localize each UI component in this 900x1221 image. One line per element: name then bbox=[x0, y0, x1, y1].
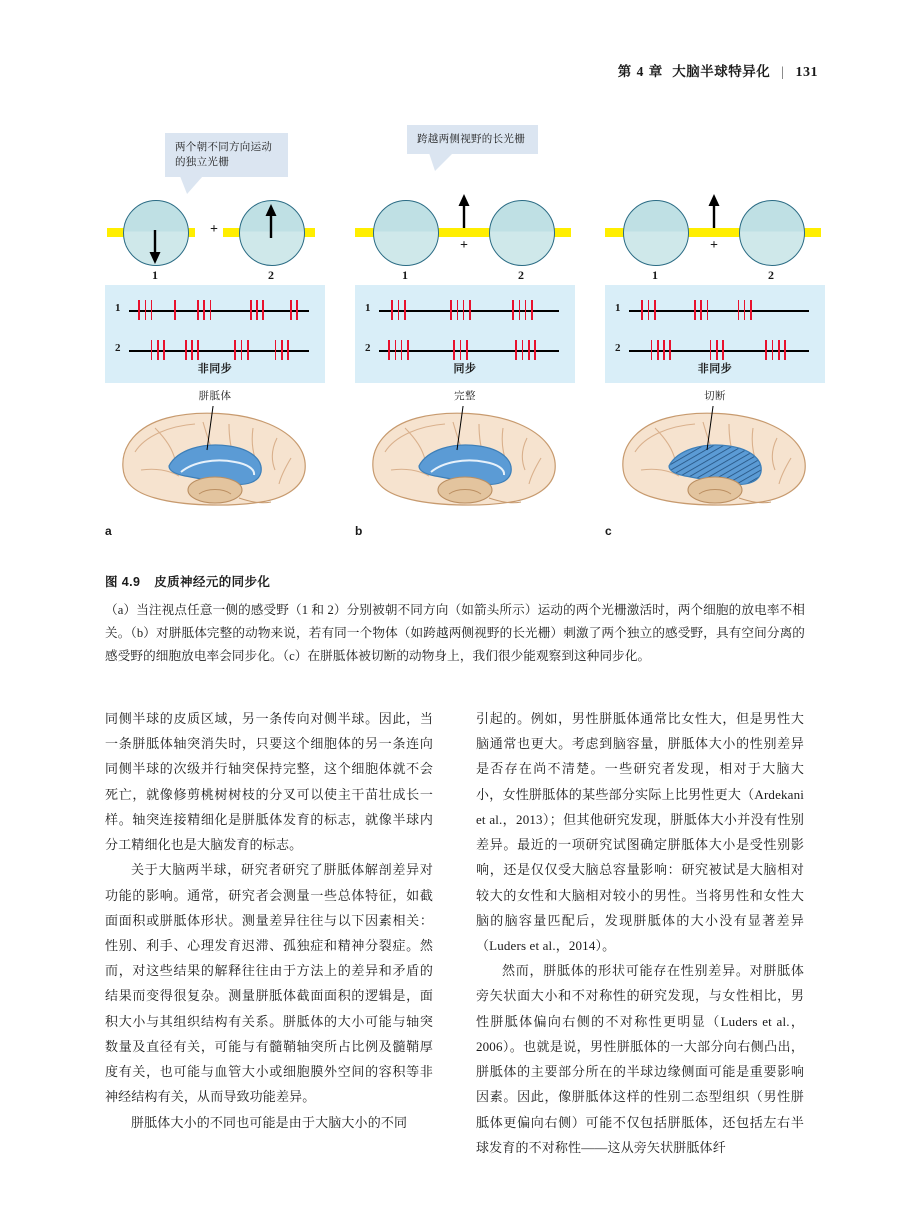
callout-b-tail bbox=[429, 153, 453, 171]
spike-mark bbox=[157, 340, 159, 360]
running-head-separator: | bbox=[781, 64, 785, 79]
caption-title: 皮质神经元的同步化 bbox=[154, 575, 271, 589]
spike-mark bbox=[722, 340, 724, 360]
spike-mark bbox=[234, 340, 236, 360]
spike-panel-b bbox=[355, 285, 575, 383]
spike-train-label-2: 2 bbox=[115, 342, 121, 354]
spike-mark bbox=[515, 340, 517, 360]
spike-mark bbox=[163, 340, 165, 360]
spike-mark bbox=[296, 300, 298, 320]
spike-axis-1 bbox=[129, 310, 309, 312]
sync-label-a: 非同步 bbox=[197, 363, 233, 375]
receptive-field-label-1: 1 bbox=[652, 268, 658, 282]
caption-number: 图 4.9 bbox=[105, 575, 141, 589]
figure-panel-c bbox=[605, 120, 825, 550]
receptive-field-1 bbox=[623, 200, 689, 266]
spike-mark bbox=[241, 340, 243, 360]
brain-midsagittal-illustration bbox=[361, 406, 569, 512]
panel-letter-c: c bbox=[605, 524, 612, 538]
spike-mark bbox=[407, 340, 409, 360]
body-column-right bbox=[476, 706, 804, 1160]
spike-mark bbox=[738, 300, 740, 320]
spike-mark bbox=[657, 340, 659, 360]
spike-mark bbox=[528, 340, 530, 360]
spike-train-1 bbox=[115, 297, 315, 323]
receptive-field-label-2: 2 bbox=[268, 268, 274, 282]
page-number: 131 bbox=[795, 65, 818, 80]
spike-mark bbox=[404, 300, 406, 320]
receptive-field-2 bbox=[489, 200, 555, 266]
figure-panel-a bbox=[105, 120, 325, 550]
brain-diagram-c bbox=[605, 388, 825, 518]
spike-mark bbox=[457, 300, 459, 320]
spike-mark bbox=[287, 340, 289, 360]
chapter-number: 第 4 章 bbox=[617, 64, 664, 79]
spike-mark bbox=[174, 300, 176, 320]
receptive-field-label-1: 1 bbox=[152, 268, 158, 282]
spike-mark bbox=[401, 340, 403, 360]
spike-mark bbox=[247, 340, 249, 360]
brain-midsagittal-illustration-severed bbox=[611, 406, 819, 512]
receptive-field-label-2: 2 bbox=[768, 268, 774, 282]
spike-train-1 bbox=[365, 297, 565, 323]
spike-mark bbox=[651, 340, 653, 360]
body-column-left bbox=[105, 706, 433, 1160]
receptive-field-label-2: 2 bbox=[518, 268, 524, 282]
spike-mark bbox=[185, 340, 187, 360]
spike-mark bbox=[281, 340, 283, 360]
spike-mark bbox=[290, 300, 292, 320]
spike-train-label-2: 2 bbox=[615, 342, 621, 354]
figure-caption bbox=[105, 572, 805, 668]
callout-b-text: 跨越两侧视野的长光栅 bbox=[417, 133, 525, 145]
spike-axis-1 bbox=[629, 310, 809, 312]
spike-mark bbox=[710, 340, 712, 360]
spike-mark bbox=[519, 300, 521, 320]
spike-mark bbox=[694, 300, 696, 320]
callout-a-tail bbox=[178, 176, 203, 194]
figure-4-9 bbox=[105, 120, 817, 550]
sync-label-b: 同步 bbox=[453, 363, 477, 375]
stimulus-c bbox=[605, 182, 825, 284]
panel-letter-b: b bbox=[355, 524, 363, 538]
receptive-field-label-1: 1 bbox=[402, 268, 408, 282]
brain-diagram-a bbox=[105, 388, 325, 518]
spike-mark bbox=[700, 300, 702, 320]
running-head bbox=[618, 60, 818, 81]
spike-train-label-2: 2 bbox=[365, 342, 371, 354]
caption-title-line bbox=[105, 572, 805, 590]
motion-arrow-down-icon bbox=[146, 230, 164, 264]
sync-label-c: 非同步 bbox=[697, 363, 733, 375]
spike-mark bbox=[744, 300, 746, 320]
caption-body: （a）当注视点任意一侧的感受野（1 和 2）分别被朝不同方向（如箭头所示）运动的两个光栅激活时，两个细胞的放电率不相关。（b）对胼胝体完整的动物来说，若有同一个物体（如跨越两侧视野的长光栅）刺激了两个独立的感受野，具有空间分离的感受野的细胞放电率会同步化。（c）在胼胝体被切断的动物身上，我们很少能观察到这种同步化。 bbox=[105, 603, 805, 663]
spike-mark bbox=[641, 300, 643, 320]
spike-mark bbox=[191, 340, 193, 360]
callout-panel-b bbox=[407, 125, 538, 154]
spike-mark bbox=[275, 340, 277, 360]
chapter-title: 大脑半球特异化 bbox=[672, 64, 771, 79]
spike-train-label-1: 1 bbox=[115, 302, 121, 314]
spike-mark bbox=[750, 300, 752, 320]
spike-mark bbox=[453, 340, 455, 360]
spike-mark bbox=[534, 340, 536, 360]
spike-mark bbox=[197, 300, 199, 320]
spike-mark bbox=[395, 340, 397, 360]
brain-label-a: 胼胝体 bbox=[198, 390, 232, 402]
spike-mark bbox=[778, 340, 780, 360]
spike-mark bbox=[525, 300, 527, 320]
body-paragraph: 引起的。例如，男性胼胝体通常比女性大，但是男性大脑通常也更大。考虑到脑容量，胼胝体大小的性别差异是否存在尚不清楚。一些研究者发现，相对于大脑大小，女性胼胝体的某些部分实际上比男性更大（Ardekani et al.，2013）；但其他研究发现，胼胝体大小并没有性别差异。最近的一项研究试图确定胼胝体大小是受性别影响，还是仅仅受大脑总容量影响：研究被试是大脑相对较大的女性和大脑相对较小的男性。当将男性和女性大脑的脑容量匹配后，发现胼胝体的大小没有显著差异（Luders et al.，2014）。 bbox=[476, 711, 804, 953]
spike-mark bbox=[197, 340, 199, 360]
body-paragraph: 同侧半球的皮质区域，另一条传向对侧半球。因此，当一条胼胝体轴突消失时，只要这个细胞体的另一条连向同侧半球的次级并行轴突保持完整，这个细胞体就不会死亡，就像修剪桃树树枝的分叉可以使主干苗壮成长一样。轴突连接精细化是胼胝体发育的标志，就像半球内分工精细化也是大脑发育的标志。 bbox=[105, 711, 433, 853]
spike-mark bbox=[765, 340, 767, 360]
spike-mark bbox=[398, 300, 400, 320]
spike-mark bbox=[531, 300, 533, 320]
spike-mark bbox=[151, 340, 153, 360]
spike-mark bbox=[203, 300, 205, 320]
spike-mark bbox=[654, 300, 656, 320]
spike-mark bbox=[707, 300, 709, 320]
brain-label-b: 完整 bbox=[454, 390, 476, 402]
spike-mark bbox=[716, 340, 718, 360]
spike-mark bbox=[210, 300, 212, 320]
figure-panel-b bbox=[355, 120, 575, 550]
spike-train-label-1: 1 bbox=[615, 302, 621, 314]
spike-mark bbox=[512, 300, 514, 320]
spike-mark bbox=[663, 340, 665, 360]
spike-panel-a bbox=[105, 285, 325, 383]
stimulus-b bbox=[355, 182, 575, 284]
body-paragraph: 然而，胼胝体的形状可能存在性别差异。对胼胝体旁矢状面大小和不对称性的研究发现，与女性相比，男性胼胝体偏向右侧的不对称性更明显（Luders et al.，2006）。也就是说，男性胼胝体的一大部分向右侧凸出，胼胝体的主要部分所在的半球边缘侧面可能是重要影响因素。因此，像胼胝体这样的性别二态型组织（男性胼胝体更偏向右侧）可能不仅包括胼胝体，还包括左右半球发育的不对称性——这从旁矢状胼胝体纤 bbox=[476, 963, 804, 1155]
spike-panel-c bbox=[605, 285, 825, 383]
brain-label-c: 切断 bbox=[704, 390, 726, 402]
spike-train-1 bbox=[615, 297, 815, 323]
plus-sign-b: + bbox=[460, 238, 468, 253]
spike-mark bbox=[138, 300, 140, 320]
receptive-field-2 bbox=[739, 200, 805, 266]
plus-sign-a: + bbox=[210, 222, 218, 237]
spike-mark bbox=[784, 340, 786, 360]
panel-letter-a: a bbox=[105, 524, 112, 538]
spike-mark bbox=[669, 340, 671, 360]
spike-mark bbox=[388, 340, 390, 360]
spike-mark bbox=[262, 300, 264, 320]
motion-arrow-up-icon bbox=[262, 204, 280, 238]
spike-mark bbox=[648, 300, 650, 320]
spike-train-label-1: 1 bbox=[365, 302, 371, 314]
spike-mark bbox=[145, 300, 147, 320]
body-paragraph: 胼胝体大小的不同也可能是由于大脑大小的不同 bbox=[131, 1114, 408, 1130]
motion-arrow-up-icon bbox=[455, 194, 473, 228]
spike-mark bbox=[460, 340, 462, 360]
motion-arrow-up-icon bbox=[705, 194, 723, 228]
spike-mark bbox=[469, 300, 471, 320]
spike-mark bbox=[250, 300, 252, 320]
spike-mark bbox=[466, 340, 468, 360]
brain-midsagittal-illustration bbox=[111, 406, 319, 512]
plus-sign-c: + bbox=[710, 238, 718, 253]
body-paragraph: 关于大脑两半球，研究者研究了胼胝体解剖差异对功能的影响。通常，研究者会测量一些总体特征，如截面面积或胼胝体形状。测量差异往往与以下因素相关：性别、利手、心理发育迟滞、孤独症和精神分裂症。然而，对这些结果的解释往往由于方法上的差异和矛盾的结果而变得很复杂。测量胼胝体截面面积的逻辑是，面积大小与其组织结构有关系。胼胝体的大小可能与轴突数量及直径有关，可能与有髓鞘轴突所占比例及髓鞘厚度有关，也可能与血管大小或细胞膜外空间的容积等非神经结构有关，从而导致功能差异。 bbox=[105, 862, 433, 1105]
body-columns bbox=[105, 706, 805, 1160]
callout-a-text: 两个朝不同方向运动的独立光栅 bbox=[175, 141, 273, 169]
spike-mark bbox=[151, 300, 153, 320]
receptive-field-1 bbox=[373, 200, 439, 266]
spike-mark bbox=[391, 300, 393, 320]
spike-mark bbox=[522, 340, 524, 360]
spike-mark bbox=[772, 340, 774, 360]
stimulus-a bbox=[105, 182, 325, 284]
spike-mark bbox=[256, 300, 258, 320]
spike-mark bbox=[450, 300, 452, 320]
brain-diagram-b bbox=[355, 388, 575, 518]
callout-panel-a bbox=[165, 133, 288, 177]
spike-mark bbox=[463, 300, 465, 320]
